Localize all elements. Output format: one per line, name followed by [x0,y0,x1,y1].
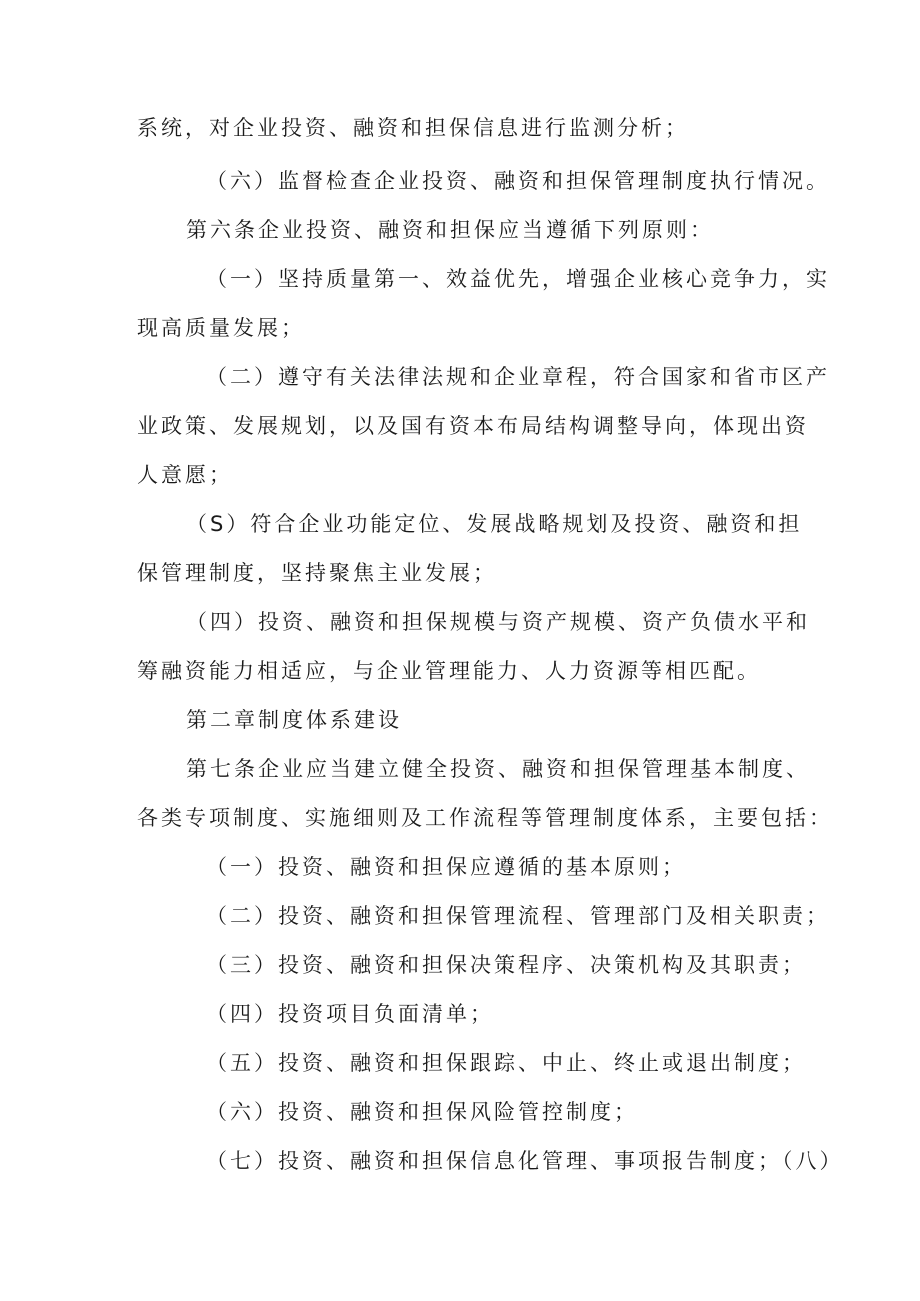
text-line: （五）投资、融资和担保跟踪、中止、终止或退出制度； [206,1051,806,1075]
text-line: 各类专项制度、实施细则及工作流程等管理制度体系，主要包括： [137,806,833,830]
text-line: 人意愿； [137,463,233,487]
text-line: （四）投资项目负面清单； [206,1002,494,1026]
text-line: （一）投资、融资和担保应遵循的基本原则； [206,855,686,879]
text-line: （六）监督检查企业投资、融资和担保管理制度执行情况。 [206,169,830,193]
text-line: 系统，对企业投资、融资和担保信息进行监测分析； [137,116,689,140]
text-line: （四）投资、融资和担保规模与资产规模、资产负债水平和 [186,610,810,634]
text-line: （六）投资、融资和担保风险管控制度； [206,1100,638,1124]
text-line: （一）坚持质量第一、效益优先，增强企业核心竞争力，实 [206,267,830,291]
text-line: 第七条企业应当建立健全投资、融资和担保管理基本制度、 [186,757,810,781]
text-line: （二）遵守有关法律法规和企业章程，符合国家和省市区产 [206,365,830,389]
text-line: 筹融资能力相适应，与企业管理能力、人力资源等相匹配。 [137,659,761,683]
chapter-heading: 第二章制度体系建设 [186,708,402,732]
text-line: （三）投资、融资和担保决策程序、决策机构及其职责； [206,953,806,977]
text-line: 保管理制度，坚持聚焦主业发展； [137,561,497,585]
text-line: 第六条企业投资、融资和担保应当遵循下列原则： [186,218,714,242]
text-line: （七）投资、融资和担保信息化管理、事项报告制度；（八） [206,1149,844,1173]
text-line: 现高质量发展； [137,316,305,340]
text-line: 业政策、发展规划，以及国有资本布局结构调整导向，体现出资 [137,414,809,438]
text-line: （二）投资、融资和担保管理流程、管理部门及相关职责； [206,904,830,928]
text-line: （S）符合企业功能定位、发展战略规划及投资、融资和担 [186,512,803,536]
